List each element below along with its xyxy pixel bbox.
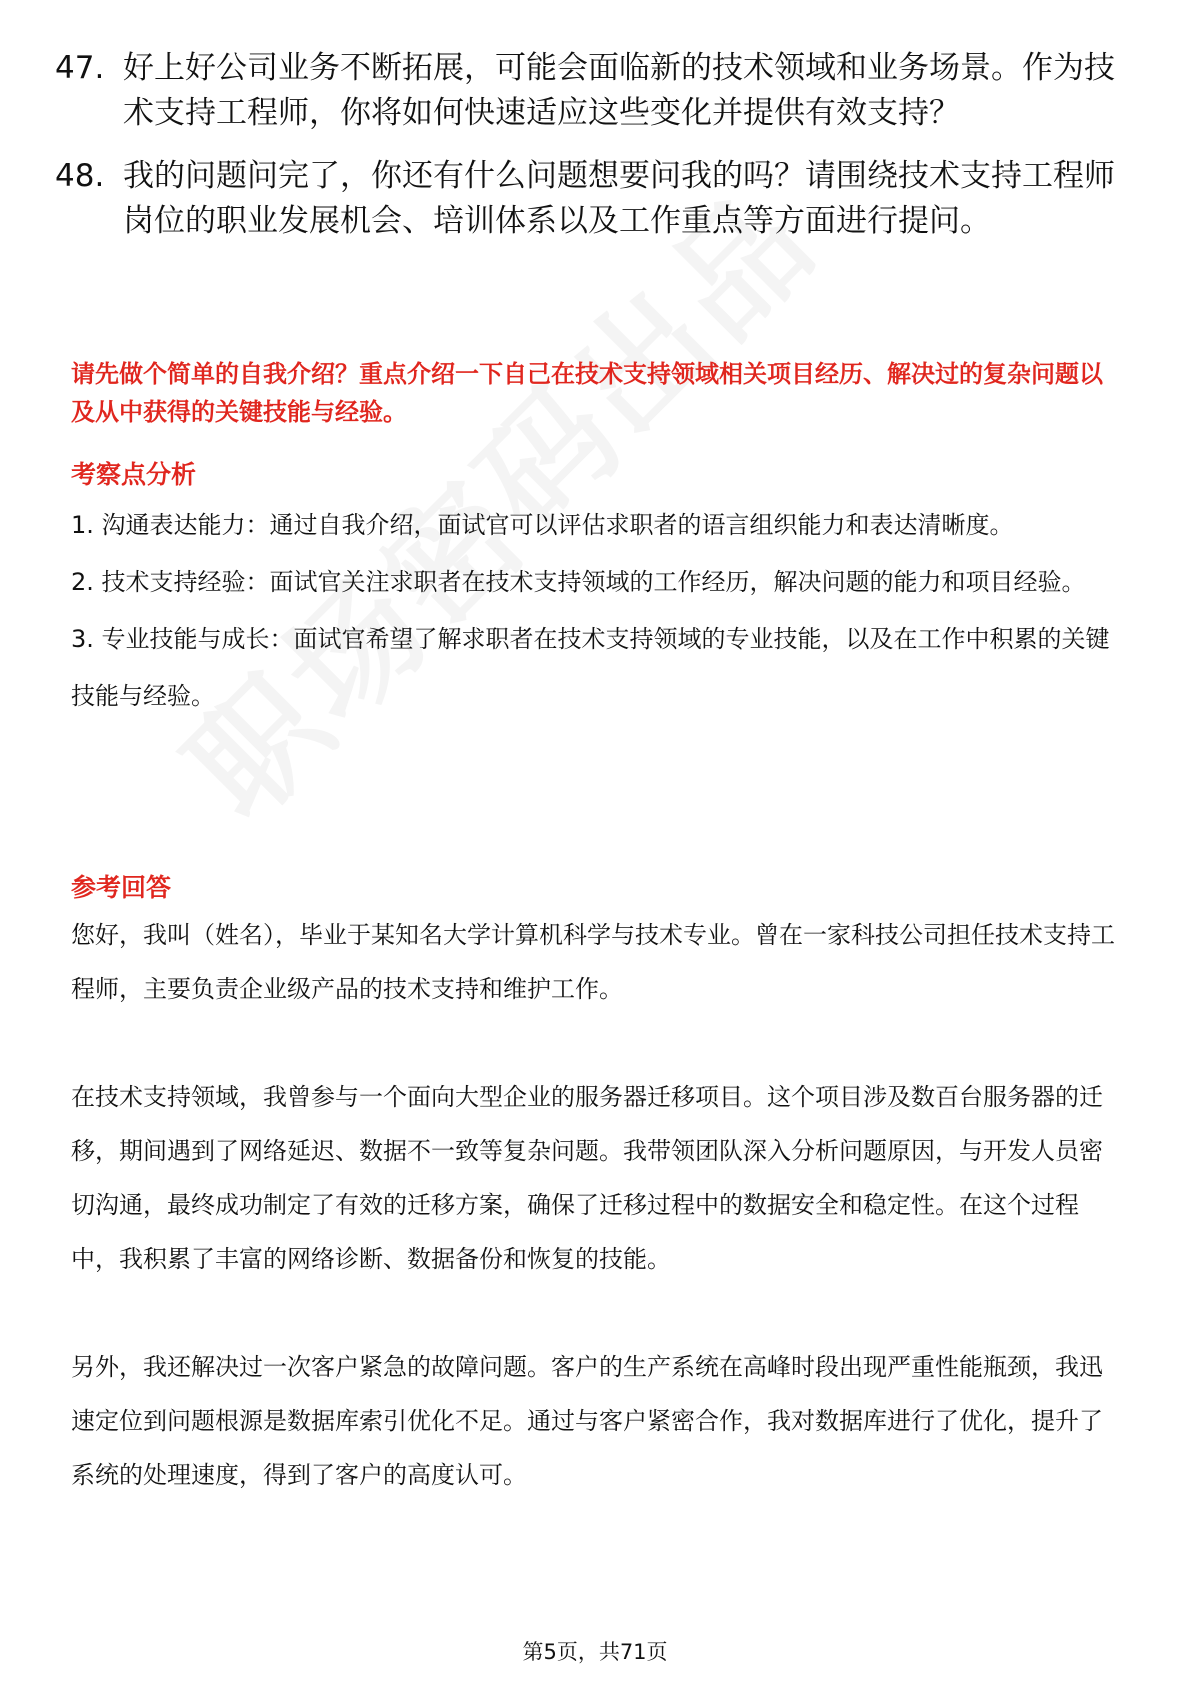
analysis-points <box>71 497 1121 725</box>
question-number: 47. <box>55 50 105 86</box>
answer-paragraph: 您好，我叫（姓名），毕业于某知名大学计算机科学与技术专业。曾在一家科技公司担任技术支持工程师，主要负责企业级产品的技术支持和维护工作。 <box>71 921 1115 1003</box>
answer-paragraph: 在技术支持领域，我曾参与一个面向大型企业的服务器迁移项目。这个项目涉及数百台服务器的迁移，期间遇到了网络延迟、数据不一致等复杂问题。我带领团队深入分析问题原因，与开发人员密切沟通，最终成功制定了有效的迁移方案，确保了迁移过程中的数据安全和稳定性。在这个过程中，我积累了丰富的网络诊断、数据备份和恢复的技能。 <box>71 1083 1103 1273</box>
question-text: 好上好公司业务不断拓展，可能会面临新的技术领域和业务场景。作为技术支持工程师，你将如何快速适应这些变化并提供有效支持？ <box>123 50 1115 131</box>
question-item <box>55 46 1125 136</box>
question-item <box>55 154 1125 244</box>
analysis-point: 3. 专业技能与成长：面试官希望了解求职者在技术支持领域的专业技能，以及在工作中积累的关键技能与经验。 <box>71 625 1110 710</box>
analysis-point: 2. 技术支持经验：面试官关注求职者在技术支持领域的工作经历，解决问题的能力和项目经验。 <box>71 568 1086 596</box>
section-question: 请先做个简单的自我介绍？重点介绍一下自己在技术支持领域相关项目经历、解决过的复杂问题以及从中获得的关键技能与经验。 <box>71 360 1103 426</box>
question-text: 我的问题问完了，你还有什么问题想要问我的吗？请围绕技术支持工程师岗位的职业发展机会、培训体系以及工作重点等方面进行提问。 <box>123 158 1115 239</box>
analysis-point: 1. 沟通表达能力：通过自我介绍，面试官可以评估求职者的语言组织能力和表达清晰度。 <box>71 511 1014 539</box>
answer-heading: 参考回答 <box>71 873 172 902</box>
answer-paragraph: 另外，我还解决过一次客户紧急的故障问题。客户的生产系统在高峰时段出现严重性能瓶颈，我迅速定位到问题根源是数据库索引优化不足。通过与客户紧密合作，我对数据库进行了优化，提升了系统的处理速度，得到了客户的高度认可。 <box>71 1353 1103 1489</box>
question-list <box>55 46 1125 262</box>
question-number: 48. <box>55 158 105 194</box>
analysis-heading: 考察点分析 <box>71 460 197 489</box>
page-footer: 第5页，共71页 <box>522 1640 668 1664</box>
answer-body <box>71 908 1121 1556</box>
